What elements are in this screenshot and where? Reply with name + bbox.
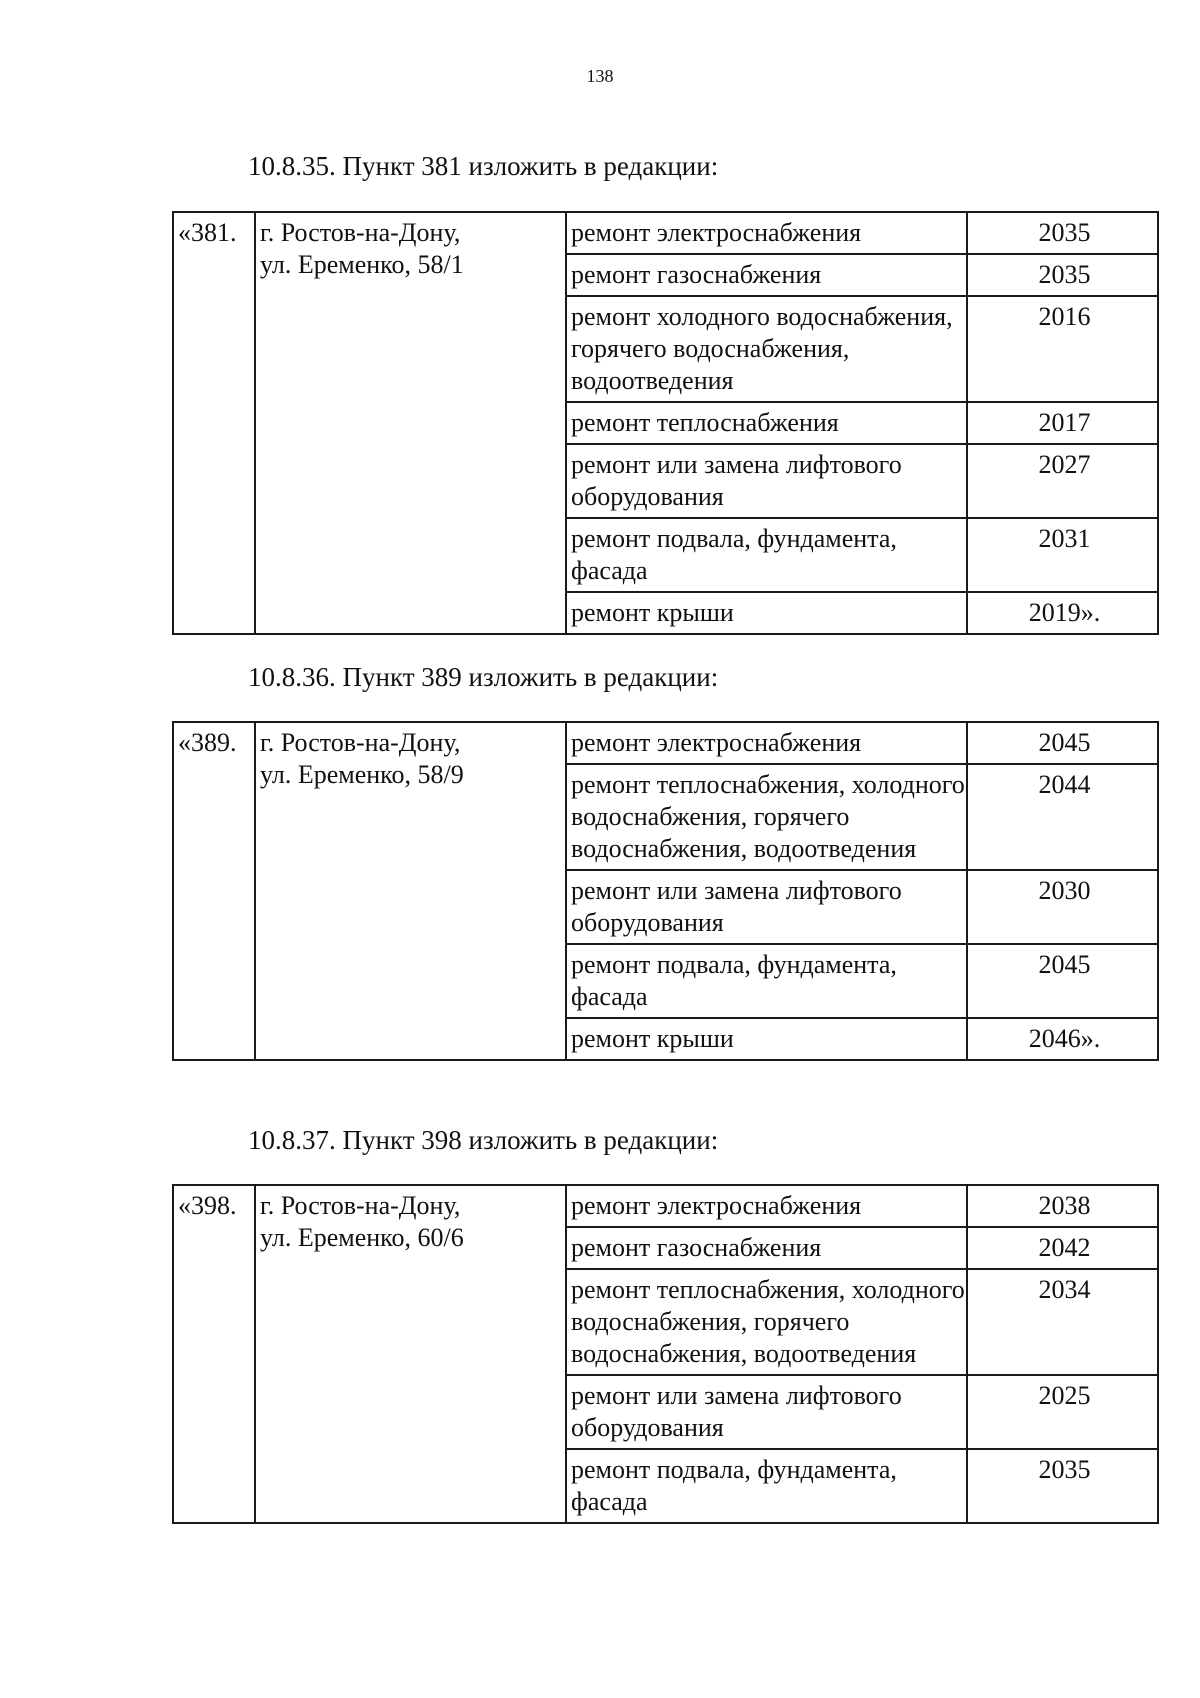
repair-year: 2019».	[967, 592, 1158, 634]
repair-year: 2017	[967, 402, 1158, 444]
address-city: г. Ростов-на-Дону,	[260, 218, 461, 247]
repair-year: 2045	[967, 722, 1158, 764]
section-heading: 10.8.35. Пункт 381 изложить в редакции:	[248, 151, 719, 181]
repair-year: 2027	[967, 444, 1158, 518]
address-city: г. Ростов-на-Дону,	[260, 1191, 461, 1220]
table-row	[173, 1185, 1158, 1227]
table-row	[173, 722, 1158, 764]
repair-year: 2042	[967, 1227, 1158, 1269]
work-type: ремонт газоснабжения	[566, 1227, 967, 1269]
item-number: «398.	[173, 1185, 255, 1523]
work-type: ремонт или замена лифтового оборудования	[566, 1375, 967, 1449]
repair-year: 2031	[967, 518, 1158, 592]
repair-table	[172, 721, 1159, 1061]
repair-year: 2035	[967, 212, 1158, 254]
item-number: «389.	[173, 722, 255, 1060]
table-row	[173, 212, 1158, 254]
work-type: ремонт или замена лифтового оборудования	[566, 870, 967, 944]
work-type: ремонт подвала, фундамента, фасада	[566, 1449, 967, 1523]
section-heading: 10.8.37. Пункт 398 изложить в редакции:	[248, 1125, 719, 1155]
address-street: ул. Еременко, 58/9	[260, 760, 464, 789]
item-number: «381.	[173, 212, 255, 634]
address-city: г. Ростов-на-Дону,	[260, 728, 461, 757]
section-heading: 10.8.36. Пункт 389 изложить в редакции:	[248, 662, 719, 692]
work-type: ремонт теплоснабжения, холодного водоснабжения, горячего водоснабжения, водоотведения	[566, 1269, 967, 1375]
repair-table	[172, 211, 1159, 635]
address-cell	[255, 722, 566, 1060]
repair-table	[172, 1184, 1159, 1524]
work-type: ремонт подвала, фундамента, фасада	[566, 518, 967, 592]
page-number: 138	[586, 66, 614, 86]
work-type: ремонт крыши	[566, 592, 967, 634]
repair-year: 2044	[967, 764, 1158, 870]
address-cell	[255, 212, 566, 634]
address-street: ул. Еременко, 60/6	[260, 1223, 464, 1252]
work-type: ремонт теплоснабжения, холодного водоснабжения, горячего водоснабжения, водоотведения	[566, 764, 967, 870]
repair-year: 2016	[967, 296, 1158, 402]
repair-year: 2025	[967, 1375, 1158, 1449]
work-type: ремонт газоснабжения	[566, 254, 967, 296]
work-type: ремонт холодного водоснабжения, горячего водоснабжения, водоотведения	[566, 296, 967, 402]
work-type: ремонт подвала, фундамента, фасада	[566, 944, 967, 1018]
repair-year: 2045	[967, 944, 1158, 1018]
repair-year: 2030	[967, 870, 1158, 944]
repair-year: 2038	[967, 1185, 1158, 1227]
address-cell	[255, 1185, 566, 1523]
repair-year: 2046».	[967, 1018, 1158, 1060]
repair-year: 2035	[967, 254, 1158, 296]
work-type: ремонт или замена лифтового оборудования	[566, 444, 967, 518]
address-street: ул. Еременко, 58/1	[260, 250, 464, 279]
repair-year: 2034	[967, 1269, 1158, 1375]
work-type: ремонт электроснабжения	[566, 722, 967, 764]
work-type: ремонт крыши	[566, 1018, 967, 1060]
work-type: ремонт электроснабжения	[566, 212, 967, 254]
repair-year: 2035	[967, 1449, 1158, 1523]
work-type: ремонт теплоснабжения	[566, 402, 967, 444]
work-type: ремонт электроснабжения	[566, 1185, 967, 1227]
